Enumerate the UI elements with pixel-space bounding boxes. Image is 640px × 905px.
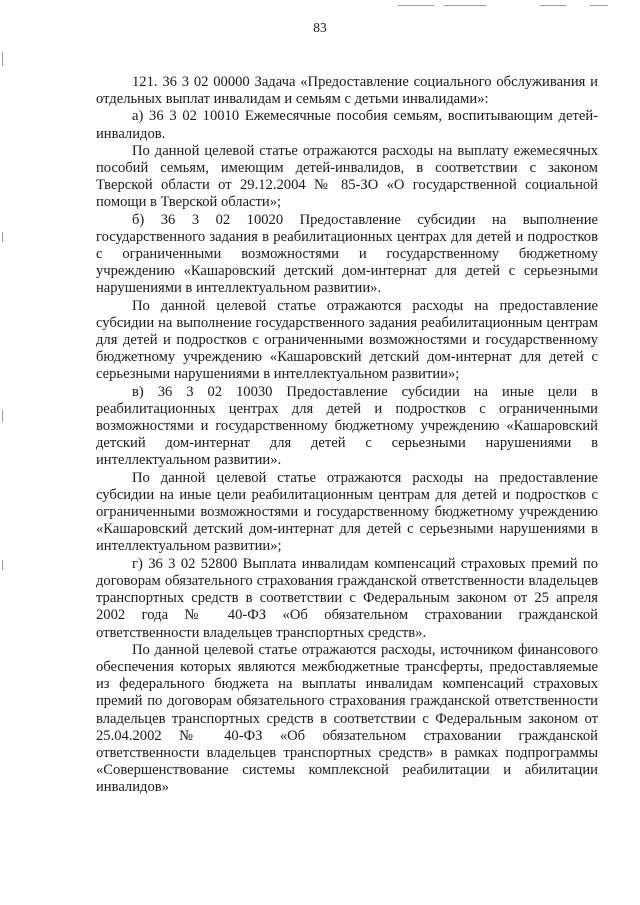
paragraph-task-121: 121. 36 3 02 00000 Задача «Предоставление социального обслуживания и отдельных выплат инвалидам и семьям с детьми инвалидами»: [96,74,598,108]
paragraph-item-v: в) 36 3 02 10030 Предоставление субсидии на иные цели в реабилитационных центрах для детей и подростков с ограниченными возможностями и государственному бюджетному учреждению «Кашаровский детский дом-интернат для детей с серьезными нарушениями в интеллектуальном развитии». [96,383,598,469]
paragraph-item-a: а) 36 3 02 10010 Ежемесячные пособия семьям, воспитывающим детей-инвалидов. [96,108,598,142]
paragraph-item-a-description: По данной целевой статье отражаются расходы на выплату ежемесячных пособий семьям, имеющим детей-инвалидов, в соответствии с законом Тверской области от 29.12.2004 № 85-ЗО «О государственной социальной помощи в Тверской области»; [96,142,598,211]
page-number: 83 [313,20,327,35]
scan-artifact-top-3 [540,5,566,6]
scan-artifact-top-1 [398,5,434,6]
paragraph-item-v-description: По данной целевой статье отражаются расходы на предоставление субсидии на иные цели реабилитационным центрам для детей и подростков с ограниченными возможностями и государственному бюджетному учреждению «Кашаровский детский дом-интернат для детей с серьезными нарушениями в интеллектуальном развитии»; [96,469,598,555]
scan-artifact-left-3 [2,410,3,422]
scan-artifact-left-2 [2,232,3,242]
scan-artifact-left-4 [2,560,3,570]
paragraph-item-g: г) 36 3 02 52800 Выплата инвалидам компенсаций страховых премий по договорам обязательного страхования гражданской ответственности владельцев транспортных средств в соответствии с Федеральным законом от 25 апреля 2002 года № 40-ФЗ «Об обязательном страховании гражданской ответственности владельцев транспортных средств». [96,555,598,641]
scan-artifact-top-2 [444,5,486,6]
paragraph-item-b: б) 36 3 02 10020 Предоставление субсидии на выполнение государственного задания в реабилитационных центрах для детей и подростков с ограниченными возможностями и государственному бюджетному учреждению «Кашаровский детский дом-интернат для детей с серьезными нарушениями в интеллектуальном развитии». [96,211,598,297]
scan-artifact-left-1 [2,52,3,66]
paragraph-item-b-description: По данной целевой статье отражаются расходы на предоставление субсидии на выполнение государственного задания реабилитационным центрам для детей и подростков с ограниченными возможностями и государственному бюджетному учреждению «Кашаровский детский дом-интернат для детей с серьезными нарушениями в интеллектуальном развитии»; [96,297,598,383]
paragraph-item-g-description: По данной целевой статье отражаются расходы, источником финансового обеспечения которых являются межбюджетные трансферты, предоставляемые из федерального бюджета на выплаты инвалидам компенсаций страховых премий по договорам обязательного страхования гражданской ответственности владельцев транспортных средств в соответствии с Федеральным законом от 25.04.2002 № 40-ФЗ «Об обязательном страховании гражданской ответственности владельцев транспортных средств» в рамках подпрограммы «Совершенствование системы комплексной реабилитации и абилитации инвалидов» [96,641,598,796]
scan-artifact-top-4 [590,5,608,6]
document-body [96,74,598,797]
